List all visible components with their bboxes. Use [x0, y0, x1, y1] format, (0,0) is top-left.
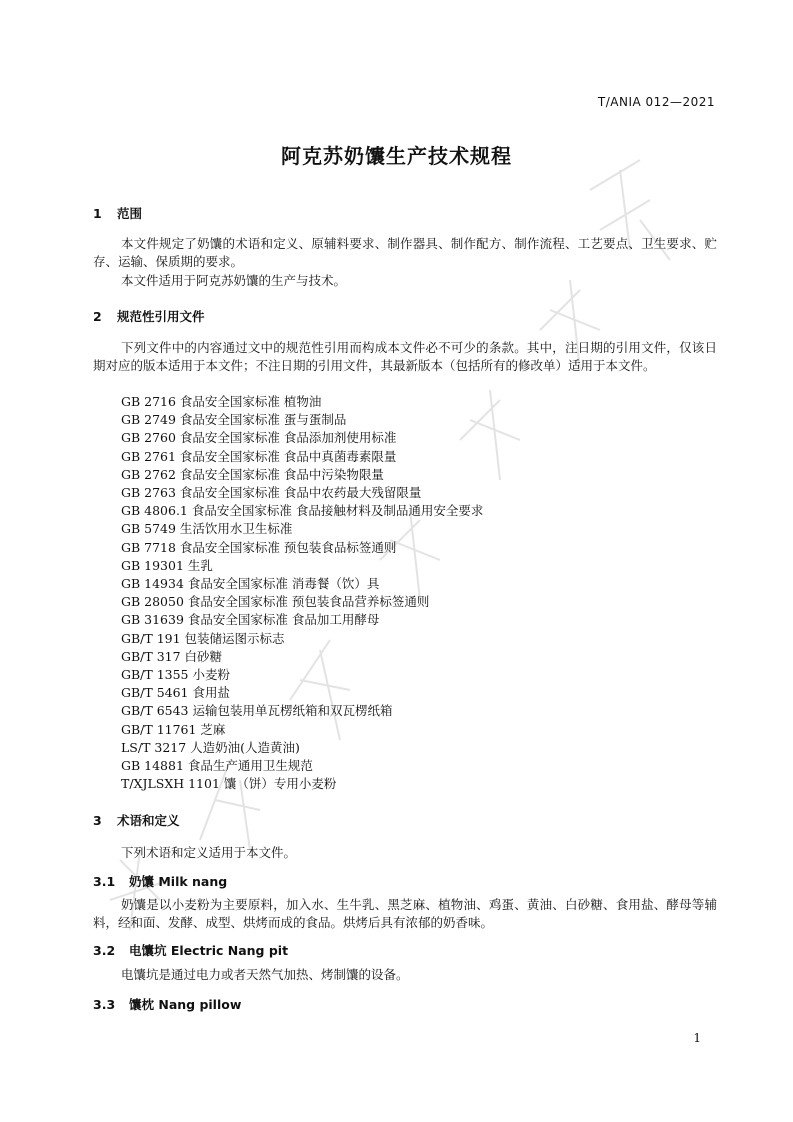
reference-item: GB/T 5461 食用盐 [121, 685, 230, 701]
reference-item: GB 2749 食品安全国家标准 蛋与蛋制品 [121, 412, 347, 428]
section-title: 规范性引用文件 [117, 309, 205, 324]
term-3-2-definition: 电馕坑是通过电力或者天然气加热、烤制馕的设备。 [121, 967, 409, 982]
reference-item: GB/T 317 白砂糖 [121, 648, 223, 664]
reference-item: GB/T 191 包装储运图示标志 [121, 630, 285, 646]
section-number: 3 [93, 813, 102, 828]
reference-item: GB 14881 食品生产通用卫生规范 [121, 758, 313, 774]
reference-item: GB 2762 食品安全国家标准 食品中污染物限量 [121, 466, 384, 482]
scope-paragraph-1: 本文件规定了奶馕的术语和定义、原辅料要求、制作器具、制作配方、制作流程、工艺要点、卫生要求、贮存、运输、保质期的要求。 [93, 236, 717, 269]
term-number: 3.3 [93, 997, 116, 1012]
document-code: T/ANIA 012—2021 [597, 95, 715, 109]
term-number: 3.1 [93, 874, 116, 889]
term-3-3-heading [93, 995, 241, 1013]
section-number: 1 [93, 206, 102, 221]
term-title: 馕枕 Nang pillow [129, 997, 242, 1012]
terms-intro: 下列术语和定义适用于本文件。 [121, 845, 297, 860]
document-title: 阿克苏奶馕生产技术规程 [281, 144, 512, 168]
reference-item: GB 14934 食品安全国家标准 消毒餐（饮）具 [121, 576, 380, 592]
reference-item: GB 2760 食品安全国家标准 食品添加剂使用标准 [121, 430, 397, 446]
references-intro: 下列文件中的内容通过文中的规范性引用而构成本文件必不可少的条款。其中，注日期的引用文件，仅该日期对应的版本适用于本文件；不注日期的引用文件，其最新版本（包括所有的修改单）适用于本文件。 [93, 340, 717, 373]
reference-item: GB 31639 食品安全国家标准 食品加工用酵母 [121, 612, 380, 628]
section-1-heading [93, 204, 142, 222]
section-title: 范围 [117, 206, 143, 221]
reference-item: GB 5749 生活饮用水卫生标准 [121, 521, 293, 537]
reference-item: GB 2763 食品安全国家标准 食品中农药最大残留限量 [121, 485, 422, 501]
term-title: 奶馕 Milk nang [129, 874, 228, 889]
section-3-heading [93, 811, 180, 829]
section-2-heading [93, 307, 205, 325]
reference-item: GB 2716 食品安全国家标准 植物油 [121, 394, 322, 409]
reference-item: GB 4806.1 食品安全国家标准 食品接触材料及制品通用安全要求 [121, 503, 484, 519]
reference-item: GB 7718 食品安全国家标准 预包装食品标签通则 [121, 539, 397, 555]
reference-item: GB 19301 生乳 [121, 557, 213, 573]
page-number: 1 [693, 1031, 701, 1045]
scope-paragraph-2: 本文件适用于阿克苏奶馕的生产与技术。 [121, 273, 347, 288]
reference-list [121, 393, 483, 793]
reference-item: GB/T 1355 小麦粉 [121, 667, 230, 683]
section-title: 术语和定义 [117, 813, 180, 828]
reference-item: T/XJLSXH 1101 馕（饼）专用小麦粉 [121, 776, 337, 792]
term-title: 电馕坑 Electric Nang pit [129, 943, 289, 958]
term-number: 3.2 [93, 943, 116, 958]
term-3-2-heading [93, 941, 288, 959]
reference-item: GB/T 11761 芝麻 [121, 721, 226, 737]
section-number: 2 [93, 309, 102, 324]
reference-item: GB 28050 食品安全国家标准 预包装食品营养标签通则 [121, 594, 430, 610]
reference-item: GB 2761 食品安全国家标准 食品中真菌毒素限量 [121, 448, 397, 464]
term-3-1-heading [93, 872, 227, 890]
term-3-1-definition: 奶馕是以小麦粉为主要原料，加入水、生牛乳、黑芝麻、植物油、鸡蛋、黄油、白砂糖、食用盐、酵母等辅料，经和面、发酵、成型、烘烤而成的食品。烘烤后具有浓郁的奶香味。 [93, 897, 717, 930]
reference-item: GB/T 6543 运输包装用单瓦楞纸箱和双瓦楞纸箱 [121, 703, 393, 719]
reference-item: LS/T 3217 人造奶油(人造黄油) [121, 739, 300, 755]
